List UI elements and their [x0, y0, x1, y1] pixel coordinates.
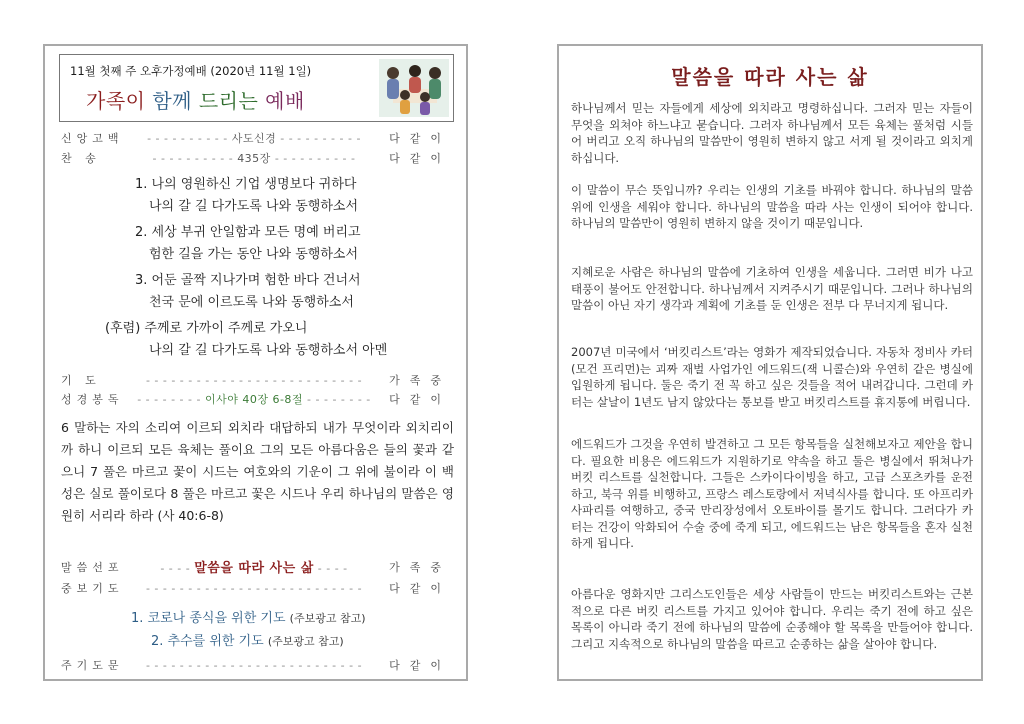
- sermon-paragraph: 지혜로운 사람은 하나님의 말씀에 기초하여 인생을 세웁니다. 그러면 비가 나고 태풍이 불어도 안전합니다. 하나님께서 지켜주시기 때문입니다. 그러나 하나님의 말씀이 아닌 자기 생각과 계획에 기초를 둔 인생은 전부 다 무너지게 됩니다.: [571, 265, 973, 312]
- order-row-intercession: [61, 580, 451, 596]
- hymn-line: 험한 길을 가는 동안 나와 동행하소서: [149, 247, 359, 262]
- title-part: 예배: [265, 89, 305, 113]
- title-part: 함께: [152, 89, 192, 113]
- order-content: - - - - - - - - - - 435장 - - - - - - - - - -: [152, 152, 356, 165]
- hymn-line: 3. 어둔 골짝 지나가며 험한 바다 건너서: [135, 273, 361, 288]
- order-leader: 다같이: [389, 582, 451, 595]
- order-content: - - - - - - - - - - - - - - - - - - - - - - - - - -: [145, 373, 363, 387]
- sermon-paragraph: 에드워드가 그것을 우연히 발견하고 그 모든 항목들을 실천해보자고 제안을 합니다. 필요한 비용은 에드워드가 지원하기로 약속을 하고 둘은 병실에서 뛰쳐나가 버킷 리스트를 실천합니다. 그들은 스카이다이빙을 하고, 고급 스포츠카를 운전하고, 북극 위를 비행하고, 프랑스 레스토랑에서 저녁식사를 합니다. 또 아프리카 사파리를 여행하고, 중국 만리장성에서 오토바이를 몰기도 합니다. 그러다가 카터는 건강이 악화되어 수술 중에 죽게 되고, 에드워드는 남은 항목들을 혼자 실천하게 됩니다.: [571, 437, 973, 550]
- hymn-line: 1. 나의 영원하신 기업 생명보다 귀하다: [135, 177, 357, 192]
- title-part: [192, 89, 199, 113]
- sermon-paragraph: 하나님께서 믿는 자들에게 세상에 외치라고 명령하십니다. 그러자 믿는 자들이 무엇을 외쳐야 하느냐고 묻습니다. 그러자 하나님께서 모든 육체는 풀처럼 시들어 버리고 오직 하나님의 말씀만이 영원히 변하지 않고 서게 될 것이라고 외치게 하십니다.: [571, 101, 973, 165]
- sermon-right-page: [557, 44, 983, 681]
- hymn-line: (후렴) 주께로 가까이 주께로 가오니: [105, 321, 308, 336]
- order-content: - - - - - - - - - - - - - - - - - - - - - - - - - -: [145, 581, 363, 595]
- prayer-topic: 2. 추수를 위한 기도 (주보광고 참고): [151, 634, 344, 649]
- hymn-line: 천국 문에 이르도록 나와 동행하소서: [149, 295, 354, 310]
- sermon-paragraph: 아름다운 영화지만 그리스도인들은 세상 사람들이 만드는 버킷리스트와는 근본적으로 다른 버킷 리스트를 가지고 있어야 합니다. 우리는 죽기 전에 하고 싶은 목록이 아니라 죽기 전에 하나님의 말씀에 순종해야 할 목록을 만들어야 합니다. 그리고 지속적으로 하나님의 말씀을 따르고 순종하는 삶을 살아야 합니다.: [571, 587, 973, 651]
- title-part: 드리는: [198, 89, 259, 113]
- order-row-creed: [61, 130, 451, 146]
- order-content: - - - - - - - - - - 사도신경 - - - - - - - - - -: [147, 132, 361, 145]
- order-label: 말씀선포: [61, 560, 124, 574]
- hymn-line: 2. 세상 부귀 안일함과 모든 명예 버리고: [135, 225, 361, 240]
- order-row-lords-prayer: [61, 657, 451, 673]
- order-leader: 다같이: [389, 132, 451, 145]
- order-row-hymn: [61, 150, 451, 166]
- sermon-paragraph: 이 말씀이 무슨 뜻입니까? 우리는 인생의 기초를 바꿔야 합니다. 하나님의 말씀 위에 인생을 세워야 합니다. 하나님의 말씀을 따라 사는 인생이 되어야 합니다. 하나님의 말씀만이 영원히 변하지 않을 것이기 때문입니다.: [571, 183, 973, 230]
- order-leader: 다같이: [389, 152, 451, 165]
- bulletin-left-page: [43, 44, 468, 681]
- order-row-prayer: [61, 372, 451, 388]
- service-title: [86, 85, 305, 114]
- hymn-line: 나의 갈 길 다가도록 나와 동행하소서: [149, 199, 359, 214]
- header-box: [59, 54, 454, 122]
- hymn-lyrics: [105, 174, 388, 362]
- order-label: 찬 송: [61, 152, 101, 165]
- family-illustration: [379, 59, 449, 117]
- order-content: - - - - - - - - 이사야 40장 6-8절 - - - - - - - -: [137, 393, 371, 406]
- order-leader: 다같이: [389, 393, 451, 406]
- order-leader: 가족중: [389, 374, 451, 387]
- order-leader: 다같이: [389, 659, 451, 672]
- order-label: 중보기도: [61, 582, 124, 595]
- prayer-topic: 1. 코로나 종식을 위한 기도 (주보광고 참고): [131, 611, 366, 626]
- order-content: - - - - - - - - - - - - - - - - - - - - - - - - - -: [145, 658, 363, 672]
- hymn-line: 나의 갈 길 다가도록 나와 동행하소서 아멘: [149, 343, 388, 358]
- title-part: 가족: [86, 89, 126, 113]
- sermon-paragraph: 2007년 미국에서 ‘버킷리스트’라는 영화가 제작되었습니다. 자동차 정비사 카터(모건 프리먼)는 괴짜 재벌 사업가인 에드워드(잭 니콜슨)와 우연히 같은 병실에 입원하게 됩니다. 둘은 죽기 전 꼭 하고 싶은 것들을 적어 내려갑니다. 그런데 카터는 살날이 1년도 남지 않았다는 통보를 받고 버킷리스트를 휴지통에 버립니다.: [571, 345, 973, 409]
- service-date-subtitle: 11월 첫째 주 오후가정예배 (2020년 11월 1일): [70, 64, 312, 78]
- order-row-reading: [61, 391, 451, 407]
- scripture-text: 6 말하는 자의 소리여 이르되 외치라 대답하되 내가 무엇이라 외치리이까 하니 이르되 모든 육체는 풀이요 그의 모든 아름다움은 들의 꽃과 같으니 7 풀은 마르고 꽃이 시드는 여호와의 기운이 그 위에 불이라 이 백성은 실로 풀이로다 8 풀은 마르고 꽃은 시드나 우리 하나님의 말씀은 영원히 서리라 하라 (사 40:6-8): [61, 420, 454, 523]
- order-leader: 가족중: [389, 560, 451, 574]
- title-part: 이: [125, 89, 153, 113]
- sermon-title: 말씀을 따라 사는 삶: [671, 65, 869, 89]
- order-label: 주기도문: [61, 659, 124, 672]
- order-row-sermon: [61, 557, 451, 576]
- order-label: 성경봉독: [61, 393, 124, 406]
- order-label: 신앙고백: [61, 132, 124, 145]
- order-label: 기 도: [61, 374, 101, 387]
- order-content: - - - - 말씀을 따라 사는 삶 - - - -: [160, 561, 348, 576]
